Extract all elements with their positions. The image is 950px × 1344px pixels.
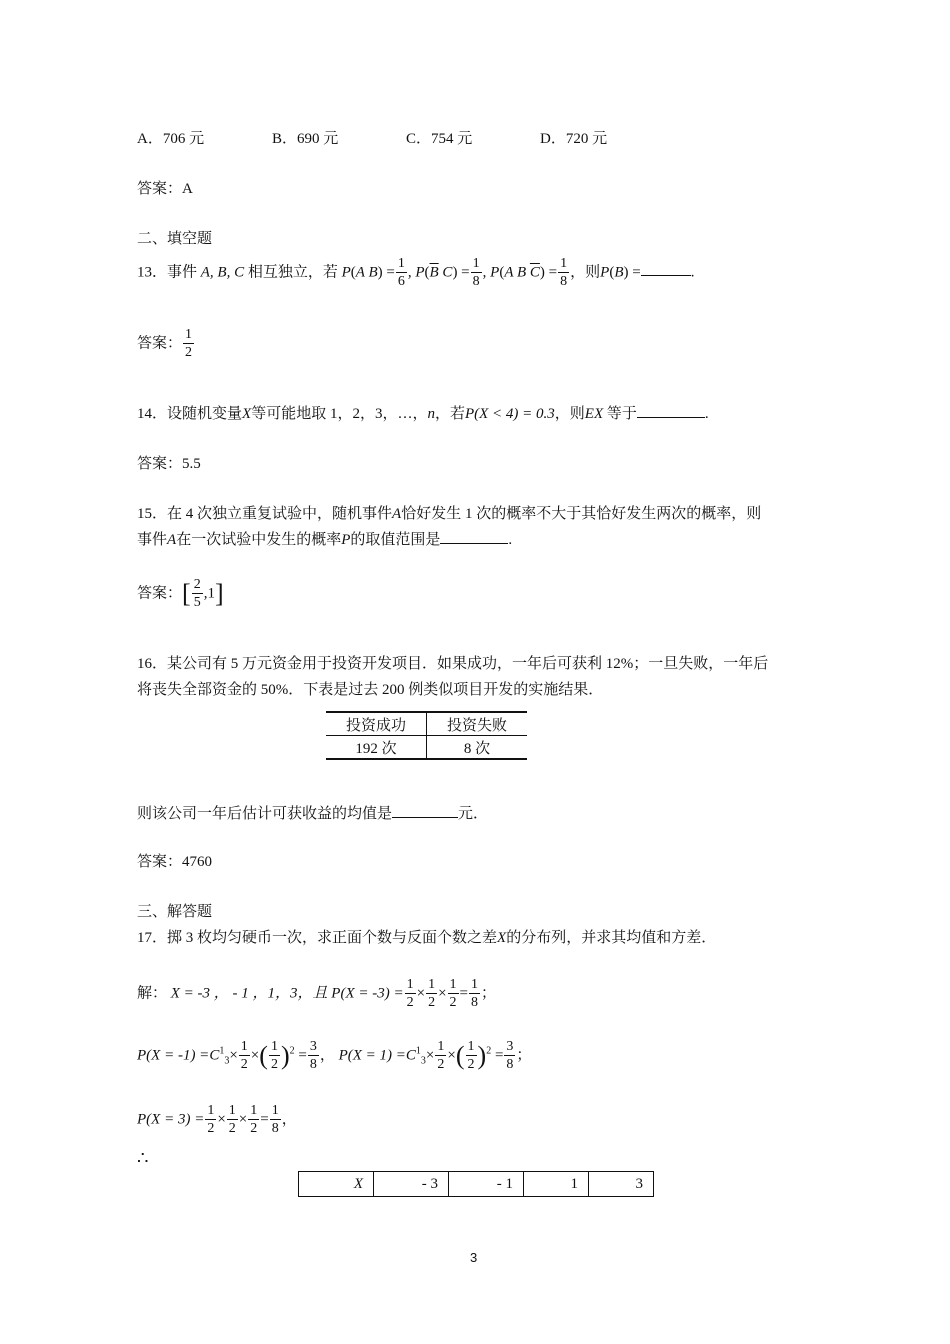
table-cell-success: 192 次 <box>326 736 427 760</box>
dist-cell: - 1 <box>449 1172 524 1197</box>
q13-text: 13．事件 A, B, C 相互独立，若 P(A B) = $\frac{1}{6}$ , $P(\overline{B}$ C) = $\frac{1}{8}$ , P(A B $\overline{C}$) = $\frac{1}{8}$ ，则P(B) = . <box>137 256 695 289</box>
option-b: B．690 元 <box>272 131 339 147</box>
dist-cell: 1 <box>524 1172 589 1197</box>
q17-text: 17．掷 3 枚均匀硬币一次，求正面个数与反面个数之差X的分布列，并求其均值和方差． <box>137 930 717 946</box>
section-fill-blank-heading: 二、填空题 <box>137 231 213 247</box>
distribution-table <box>298 1171 654 1197</box>
q15-answer: 答案：[ $\frac{2}{5}$ ,1] <box>137 577 224 610</box>
q13-answer: 答案： $\frac{1}{2}$ <box>137 327 193 360</box>
dist-cell: 3 <box>589 1172 654 1197</box>
q17-solution-line3: P(X = 3) = $\frac{1}{2}$ × $\frac{1}{2}$ × $\frac{1}{2}$ = $\frac{1}{8}$ ， <box>137 1103 297 1136</box>
section-solve-heading: 三、解答题 <box>137 904 213 920</box>
therefore-symbol: ∴ <box>137 1148 149 1168</box>
q15-line1: 15．在 4 次独立重复试验中，随机事件A恰好发生 1 次的概率不大于其恰好发生两次的概率，则 <box>137 506 762 522</box>
q14-text: 14．设随机变量X等可能地取 1，2，3，…，n，若P(X < 4) = 0.3，则EX 等于 . <box>137 406 709 422</box>
q16-question: 则该公司一年后估计可获收益的均值是 元． <box>137 806 489 822</box>
dist-header-x: X <box>299 1172 374 1197</box>
q17-solution-line2: $P(X = -1) =C^1_3\times$ $\frac{1}{2}$ ×( $\frac{1}{2}$ )$^2$ = $\frac{3}{8}$ ， $P(X = 1) =C^1_3\times$ $\frac{1}{2}$ ×( $\frac{1}{2}$ )$^2$ = $\frac{3}{8}$ ； <box>137 1039 532 1072</box>
table-cell-failure: 8 次 <box>427 736 528 760</box>
dist-cell: - 3 <box>374 1172 449 1197</box>
q16-answer: 答案：4760 <box>137 854 213 870</box>
option-d: D．720 元 <box>540 131 608 147</box>
table-header-failure: 投资失败 <box>427 712 528 736</box>
q17-solution-line1: 解： X = -3 ， - 1 ，1，3，且 P(X = -3) = $\frac{1}{2}$ × $\frac{1}{2}$ × $\frac{1}{2}$ = $\frac{1}{8}$ ； <box>137 977 497 1010</box>
page-number: 3 <box>470 1250 478 1265</box>
q16-line2: 将丧失全部资金的 50%．下表是过去 200 例类似项目开发的实施结果． <box>137 682 604 698</box>
q15-line2: 事件A在一次试验中发生的概率P的取值范围是 . <box>137 532 513 548</box>
option-a: A．706 元 <box>137 131 205 147</box>
q16-line1: 16．某公司有 5 万元资金用于投资开发项目．如果成功，一年后可获利 12%；一旦失败，一年后 <box>137 656 769 672</box>
investment-results-table <box>326 711 527 760</box>
q12-answer: 答案：A <box>137 181 193 197</box>
option-c: C．754 元 <box>406 131 473 147</box>
q14-answer: 答案：5.5 <box>137 456 201 472</box>
table-header-success: 投资成功 <box>326 712 427 736</box>
